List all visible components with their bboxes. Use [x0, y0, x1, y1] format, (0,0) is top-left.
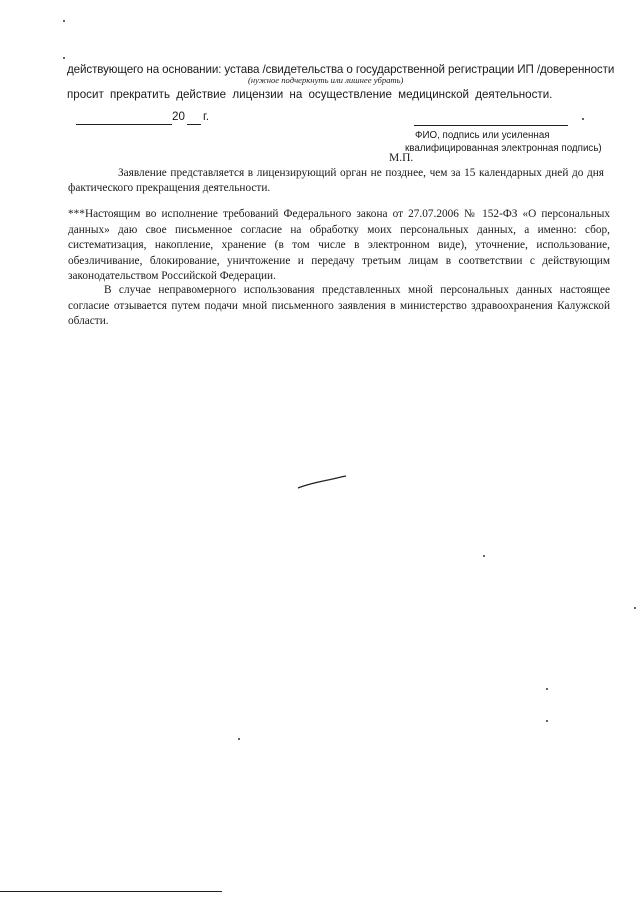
scan-speck [546, 720, 548, 722]
scan-speck [63, 57, 65, 59]
scan-speck [546, 688, 548, 690]
scan-speck [483, 555, 485, 557]
request-line: просит прекратить действие лицензии на осуществление медицинской деятельности. [67, 88, 553, 101]
date-day-month-blank [76, 124, 172, 125]
date-suffix: г. [203, 110, 210, 123]
scan-speck [582, 118, 584, 120]
footnote-rule [0, 891, 222, 892]
scan-speck [238, 738, 240, 740]
deadline-paragraph: Заявление представляется в лицензирующий орган не позднее, чем за 15 календарных дней до дня фактического прекращения деятельности. [68, 167, 604, 194]
signature-caption-line2: квалифицированная электронная подпись) [405, 143, 602, 154]
basis-line: действующего на основании: устава /свидетельства о государственной регистрации ИП /доверенности [67, 63, 615, 76]
instruction-note: (нужное подчеркнуть или лишнее убрать) [248, 75, 404, 85]
date-year-blank [187, 124, 201, 125]
stamp-label: М.П. [389, 152, 414, 164]
personal-data-consent-paragraph: ***Настоящим во исполнение требований Федерального закона от 27.07.2006 № 152-ФЗ «О персональных данных» даю свое письменное согласие на обработку моих персональных данных, а именно: сбор, систематизация, накопление, хранение (в том числе в электронном виде), уточнение, использование, обезличивание, блокирование, уничтожение и передачу третьим лицам в соответствии с действующим законодательством Российской Федерации. [68, 208, 610, 283]
signature-blank [414, 125, 568, 126]
signature-caption-line1: ФИО, подпись или усиленная [415, 130, 550, 141]
consent-withdrawal-paragraph: В случае неправомерного использования представленных мной персональных данных настоящее согласие отзывается путем подачи мной письменного заявления в министерство здравоохранения Калужской области. [68, 284, 610, 328]
date-year-prefix: 20 [172, 110, 185, 123]
scan-speck [634, 607, 636, 609]
scan-speck [63, 20, 65, 22]
pen-stroke-mark [296, 473, 348, 491]
